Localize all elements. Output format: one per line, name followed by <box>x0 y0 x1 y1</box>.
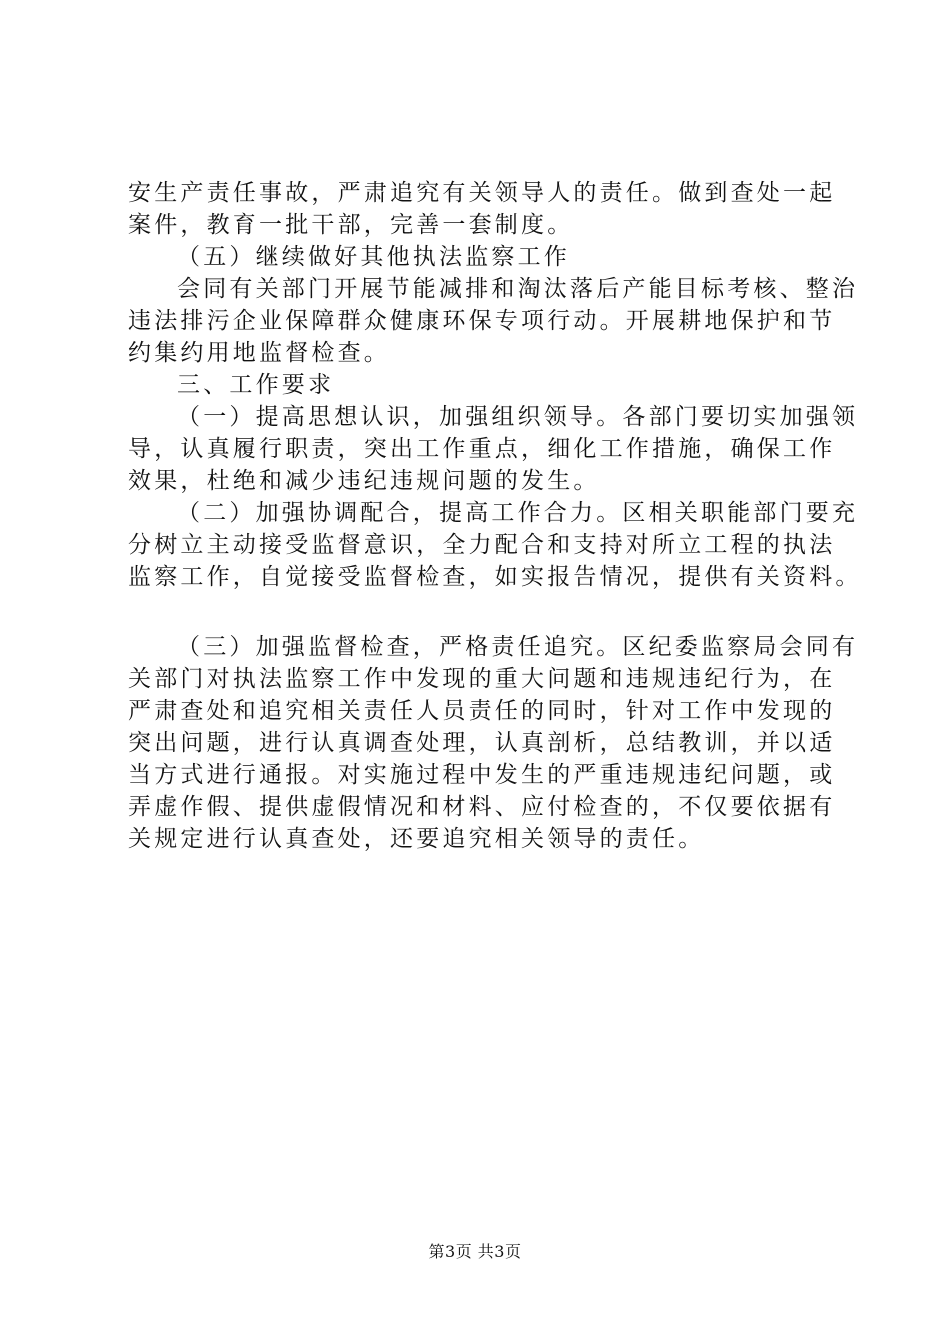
text-line: 当方式进行通报。对实施过程中发生的严重违规违纪问题，或 <box>128 762 836 788</box>
section-heading: 三、工作要求 <box>177 372 335 398</box>
text-line: （三）加强监督检查，严格责任追究。区纪委监察局会同有 <box>177 634 859 660</box>
text-line: （二）加强协调配合，提高工作合力。区相关职能部门要充 <box>177 500 859 526</box>
text-line: 安生产责任事故，严肃追究有关领导人的责任。做到查处一起 <box>128 180 836 206</box>
text-line: 效果，杜绝和减少违纪违规问题的发生。 <box>128 468 600 494</box>
text-line: 突出问题，进行认真调查处理，认真剖析，总结教训，并以适 <box>128 730 836 756</box>
text-line: 关规定进行认真查处，还要追究相关领导的责任。 <box>128 826 705 852</box>
text-line: 监察工作，自觉接受监督检查，如实报告情况，提供有关资料。 <box>128 564 862 590</box>
text-line: 会同有关部门开展节能减排和淘汰落后产能目标考核、整治 <box>177 276 859 302</box>
section-heading: （五）继续做好其他执法监察工作 <box>177 244 570 270</box>
text-line: 约集约用地监督检查。 <box>128 340 390 366</box>
text-line: 案件，教育一批干部，完善一套制度。 <box>128 212 574 238</box>
text-line: 违法排污企业保障群众健康环保专项行动。开展耕地保护和节 <box>128 308 836 334</box>
text-line: （一）提高思想认识，加强组织领导。各部门要切实加强领 <box>177 404 859 430</box>
text-line: 关部门对执法监察工作中发现的重大问题和违规违纪行为，在 <box>128 666 836 692</box>
text-line: 分树立主动接受监督意识，全力配合和支持对所立工程的执法 <box>128 532 836 558</box>
text-line: 弄虚作假、提供虚假情况和材料、应付检查的，不仅要依据有 <box>128 794 836 820</box>
text-line: 导，认真履行职责，突出工作重点，细化工作措施，确保工作 <box>128 436 836 462</box>
page-footer: 第3页 共3页 <box>428 1242 522 1261</box>
text-line: 严肃查处和追究相关责任人员责任的同时，针对工作中发现的 <box>128 698 836 724</box>
